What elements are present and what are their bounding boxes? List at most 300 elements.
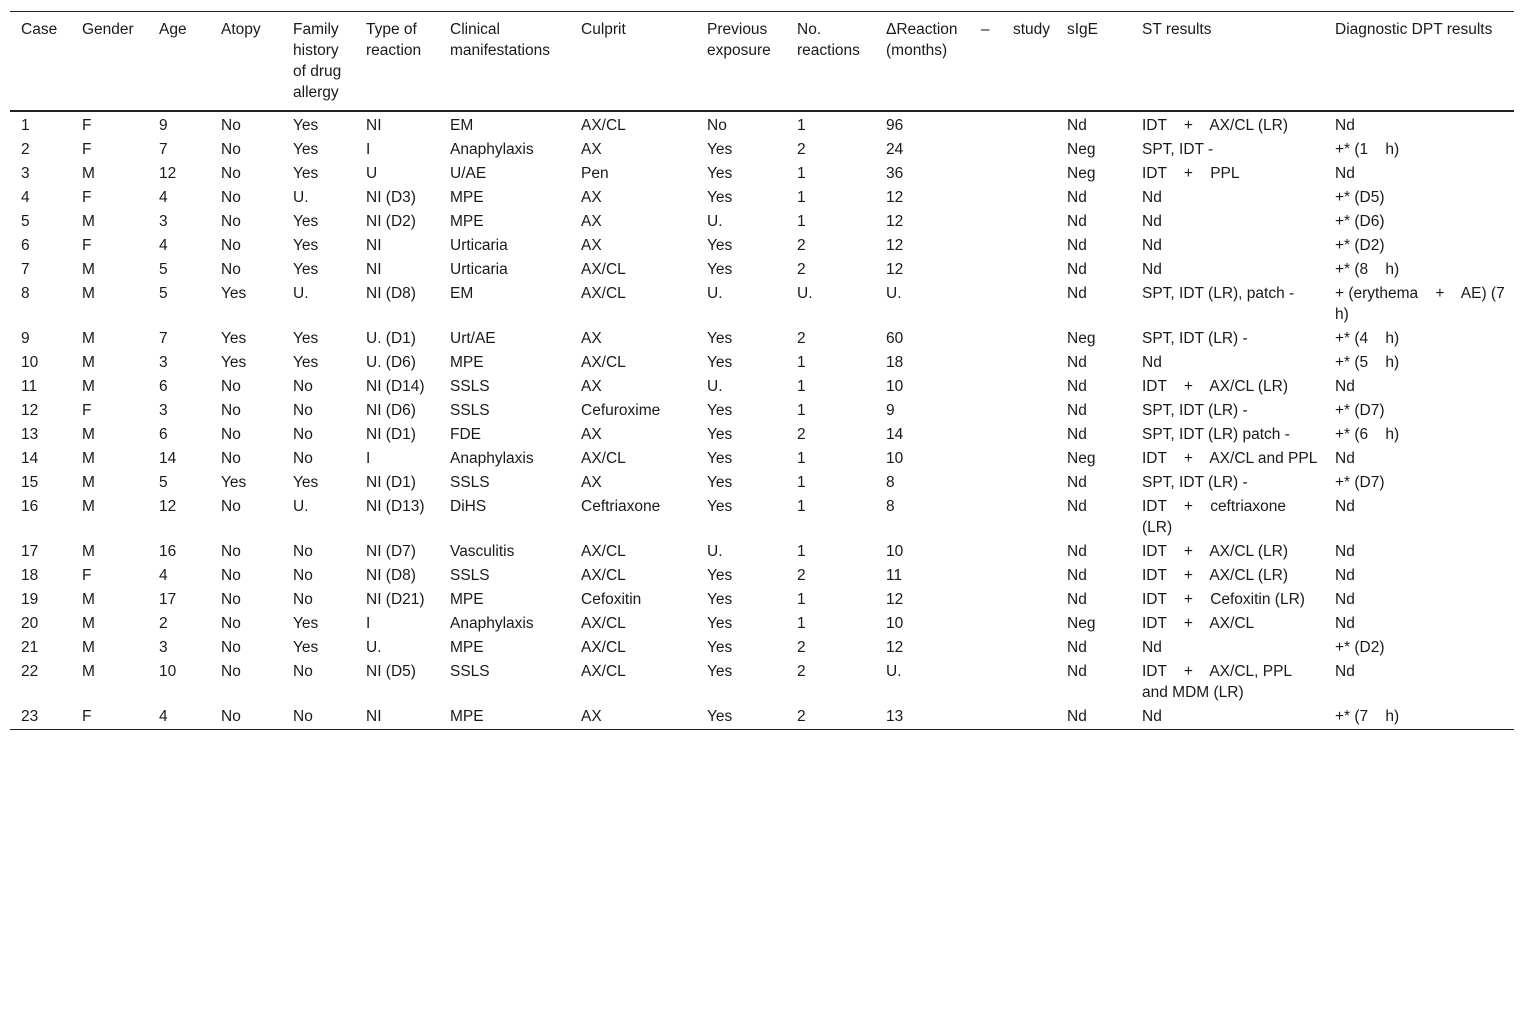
- header-no-reactions: No. reactions: [797, 21, 860, 59]
- cell-no-reactions: 1: [797, 378, 806, 395]
- cell-no-reactions: 2: [797, 141, 806, 158]
- cell-gender: F: [82, 567, 92, 584]
- cell-sige: Nd: [1067, 189, 1087, 206]
- cell-age: 9: [159, 117, 168, 134]
- cell-age: 5: [159, 474, 168, 491]
- cell-culprit: AX/CL: [581, 285, 626, 302]
- cell-clinical-manifestations: MPE: [450, 639, 484, 656]
- cell-reaction-study-interval: 13: [886, 708, 904, 725]
- cell-atopy: No: [221, 708, 241, 725]
- cell-family-history: Yes: [293, 165, 319, 182]
- cell-previous-exposure: Yes: [707, 591, 733, 608]
- cell-age: 17: [159, 591, 177, 608]
- cell-atopy: No: [221, 426, 241, 443]
- cell-type-of-reaction: NI (D1): [366, 426, 416, 443]
- cell-culprit: AX/CL: [581, 615, 626, 632]
- cell-st-results: IDT + ceftriaxone (LR): [1142, 498, 1291, 536]
- cell-family-history: Yes: [293, 354, 319, 371]
- cell-no-reactions: 1: [797, 189, 806, 206]
- cell-type-of-reaction: NI (D2): [366, 213, 416, 230]
- cell-st-results: IDT + AX/CL, PPL and MDM (LR): [1142, 663, 1296, 701]
- cell-dpt-results: +* (7 h): [1335, 708, 1400, 725]
- cell-atopy: No: [221, 237, 241, 254]
- table-row: [10, 540, 1514, 564]
- table-body: [10, 111, 1522, 730]
- cell-dpt-results: +* (D7): [1335, 474, 1385, 491]
- table-row: [10, 471, 1514, 495]
- table-row: [10, 660, 1514, 705]
- cell-no-reactions: 1: [797, 402, 806, 419]
- cell-clinical-manifestations: SSLS: [450, 402, 490, 419]
- cell-gender: M: [82, 426, 95, 443]
- cell-gender: M: [82, 213, 95, 230]
- cell-previous-exposure: Yes: [707, 474, 733, 491]
- cell-type-of-reaction: U.: [366, 639, 382, 656]
- cell-atopy: No: [221, 261, 241, 278]
- cell-gender: M: [82, 498, 95, 515]
- cell-sige: Nd: [1067, 567, 1087, 584]
- table-row: [10, 327, 1514, 351]
- cell-type-of-reaction: NI (D5): [366, 663, 416, 680]
- cell-dpt-results: +* (8 h): [1335, 261, 1400, 278]
- cell-case: 16: [21, 498, 39, 515]
- header-previous-exposure: Previous exposure: [707, 21, 771, 59]
- cell-age: 3: [159, 213, 168, 230]
- cell-sige: Neg: [1067, 165, 1096, 182]
- cell-dpt-results: Nd: [1335, 165, 1355, 182]
- cell-family-history: Yes: [293, 141, 319, 158]
- cell-clinical-manifestations: MPE: [450, 189, 484, 206]
- table-row: [10, 423, 1514, 447]
- cell-culprit: AX/CL: [581, 261, 626, 278]
- cell-st-results: Nd: [1142, 237, 1162, 254]
- cell-no-reactions: 1: [797, 498, 806, 515]
- cell-clinical-manifestations: MPE: [450, 213, 484, 230]
- cell-atopy: No: [221, 663, 241, 680]
- cell-sige: Neg: [1067, 615, 1096, 632]
- cell-family-history: No: [293, 708, 313, 725]
- cell-case: 17: [21, 543, 39, 560]
- cell-family-history: No: [293, 663, 313, 680]
- cell-culprit: AX: [581, 237, 602, 254]
- cell-atopy: No: [221, 543, 241, 560]
- cell-dpt-results: Nd: [1335, 663, 1355, 680]
- cell-clinical-manifestations: Urt/AE: [450, 330, 496, 347]
- cell-dpt-results: Nd: [1335, 591, 1355, 608]
- cell-sige: Nd: [1067, 237, 1087, 254]
- table-row: [10, 234, 1514, 258]
- cell-reaction-study-interval: U.: [886, 285, 902, 302]
- header-age: Age: [159, 21, 187, 38]
- cell-atopy: No: [221, 498, 241, 515]
- cell-st-results: Nd: [1142, 189, 1162, 206]
- header-gender: Gender: [82, 21, 134, 38]
- cell-sige: Nd: [1067, 354, 1087, 371]
- cell-type-of-reaction: I: [366, 141, 371, 158]
- cell-culprit: Cefoxitin: [581, 591, 642, 608]
- table-row: [10, 162, 1514, 186]
- cell-previous-exposure: Yes: [707, 663, 733, 680]
- cell-age: 12: [159, 165, 177, 182]
- cell-previous-exposure: Yes: [707, 141, 733, 158]
- cell-case: 15: [21, 474, 39, 491]
- cell-type-of-reaction: NI (D14): [366, 378, 425, 395]
- cell-clinical-manifestations: SSLS: [450, 567, 490, 584]
- cell-clinical-manifestations: MPE: [450, 708, 484, 725]
- cell-no-reactions: 2: [797, 330, 806, 347]
- cell-clinical-manifestations: MPE: [450, 354, 484, 371]
- cell-st-results: Nd: [1142, 708, 1162, 725]
- cell-clinical-manifestations: Urticaria: [450, 237, 508, 254]
- cell-st-results: Nd: [1142, 261, 1162, 278]
- cell-culprit: AX/CL: [581, 639, 626, 656]
- cell-case: 21: [21, 639, 39, 656]
- cell-no-reactions: 1: [797, 543, 806, 560]
- cell-st-results: IDT + AX/CL: [1142, 615, 1255, 632]
- cell-st-results: IDT + AX/CL (LR): [1142, 543, 1289, 560]
- cell-st-results: SPT, IDT (LR) patch -: [1142, 426, 1290, 443]
- cell-reaction-study-interval: 96: [886, 117, 904, 134]
- table-row: [10, 138, 1514, 162]
- cell-family-history: Yes: [293, 237, 319, 254]
- cell-st-results: IDT + PPL: [1142, 165, 1240, 182]
- cell-case: 13: [21, 426, 39, 443]
- cell-atopy: No: [221, 639, 241, 656]
- table-row: [10, 399, 1514, 423]
- cell-clinical-manifestations: Anaphylaxis: [450, 615, 534, 632]
- cell-dpt-results: +* (6 h): [1335, 426, 1400, 443]
- cell-atopy: No: [221, 615, 241, 632]
- cell-culprit: AX: [581, 189, 602, 206]
- cell-atopy: No: [221, 591, 241, 608]
- cell-family-history: Yes: [293, 117, 319, 134]
- cell-family-history: Yes: [293, 213, 319, 230]
- cell-previous-exposure: Yes: [707, 354, 733, 371]
- cell-previous-exposure: Yes: [707, 237, 733, 254]
- header-reaction-label: ΔReaction: [886, 21, 958, 38]
- cell-no-reactions: 2: [797, 567, 806, 584]
- cell-dpt-results: Nd: [1335, 378, 1355, 395]
- cell-reaction-study-interval: 10: [886, 615, 904, 632]
- cell-reaction-study-interval: 8: [886, 474, 895, 491]
- cell-no-reactions: 1: [797, 354, 806, 371]
- cell-no-reactions: 1: [797, 615, 806, 632]
- cell-family-history: U.: [293, 285, 309, 302]
- cell-gender: F: [82, 402, 92, 419]
- cell-reaction-study-interval: 10: [886, 543, 904, 560]
- table-row: [10, 111, 1514, 138]
- cell-case: 4: [21, 189, 30, 206]
- cell-case: 20: [21, 615, 39, 632]
- cell-no-reactions: U.: [797, 285, 813, 302]
- cell-no-reactions: 1: [797, 591, 806, 608]
- table-row: [10, 612, 1514, 636]
- header-sige: sIgE: [1067, 21, 1099, 38]
- cell-type-of-reaction: U: [366, 165, 378, 182]
- cell-dpt-results: Nd: [1335, 450, 1355, 467]
- cell-culprit: AX/CL: [581, 117, 626, 134]
- cell-sige: Nd: [1067, 474, 1087, 491]
- header-reaction-dash: –: [980, 21, 990, 38]
- cell-dpt-results: +* (4 h): [1335, 330, 1400, 347]
- cell-previous-exposure: Yes: [707, 189, 733, 206]
- cell-sige: Nd: [1067, 543, 1087, 560]
- cell-atopy: No: [221, 378, 241, 395]
- cell-sige: Nd: [1067, 708, 1087, 725]
- cell-age: 12: [159, 498, 177, 515]
- cell-family-history: No: [293, 402, 313, 419]
- cell-reaction-study-interval: 12: [886, 261, 904, 278]
- cell-atopy: Yes: [221, 330, 247, 347]
- header-row: [10, 12, 1514, 112]
- table-row: [10, 495, 1514, 540]
- cell-sige: Neg: [1067, 450, 1096, 467]
- cell-gender: M: [82, 615, 95, 632]
- cell-clinical-manifestations: U/AE: [450, 165, 487, 182]
- cell-gender: F: [82, 189, 92, 206]
- cell-no-reactions: 2: [797, 708, 806, 725]
- header-reaction-study: study: [1012, 21, 1050, 38]
- cell-case: 5: [21, 213, 30, 230]
- cell-case: 14: [21, 450, 39, 467]
- cell-case: 11: [21, 378, 38, 395]
- cell-age: 14: [159, 450, 177, 467]
- cell-family-history: No: [293, 567, 313, 584]
- cell-case: 2: [21, 141, 30, 158]
- cell-family-history: Yes: [293, 639, 319, 656]
- cell-culprit: AX: [581, 708, 602, 725]
- cell-age: 4: [159, 237, 168, 254]
- cell-st-results: SPT, IDT (LR), patch -: [1142, 285, 1295, 302]
- cell-age: 4: [159, 708, 168, 725]
- cell-family-history: Yes: [293, 474, 319, 491]
- cell-st-results: SPT, IDT -: [1142, 141, 1214, 158]
- cell-culprit: AX: [581, 378, 602, 395]
- cell-type-of-reaction: NI: [366, 261, 382, 278]
- cell-type-of-reaction: NI (D21): [366, 591, 425, 608]
- cell-culprit: AX: [581, 330, 602, 347]
- table-row: [10, 564, 1514, 588]
- cell-culprit: AX/CL: [581, 450, 626, 467]
- cell-culprit: AX/CL: [581, 567, 626, 584]
- cell-family-history: No: [293, 450, 313, 467]
- cell-age: 2: [159, 615, 168, 632]
- cell-type-of-reaction: NI (D13): [366, 498, 425, 515]
- header-type-of-reaction: Type of reaction: [366, 21, 422, 59]
- cell-age: 5: [159, 261, 168, 278]
- cell-sige: Nd: [1067, 426, 1087, 443]
- table-row: [10, 258, 1514, 282]
- cell-atopy: No: [221, 567, 241, 584]
- cell-reaction-study-interval: 8: [886, 498, 895, 515]
- cell-age: 7: [159, 330, 168, 347]
- cell-atopy: No: [221, 402, 241, 419]
- cell-family-history: Yes: [293, 330, 319, 347]
- cell-type-of-reaction: NI: [366, 708, 382, 725]
- table-row: [10, 447, 1514, 471]
- drug-allergy-cases-table: [10, 11, 1522, 730]
- cell-reaction-study-interval: 24: [886, 141, 904, 158]
- cell-clinical-manifestations: Urticaria: [450, 261, 508, 278]
- cell-st-results: IDT + AX/CL (LR): [1142, 378, 1289, 395]
- cell-reaction-study-interval: 12: [886, 213, 904, 230]
- cell-dpt-results: Nd: [1335, 498, 1355, 515]
- cell-gender: M: [82, 261, 95, 278]
- cell-family-history: Yes: [293, 261, 319, 278]
- cell-previous-exposure: Yes: [707, 402, 733, 419]
- table-row: [10, 636, 1514, 660]
- cell-no-reactions: 2: [797, 639, 806, 656]
- cell-reaction-study-interval: 11: [886, 567, 903, 584]
- header-dpt-results: Diagnostic DPT results: [1335, 21, 1493, 38]
- cell-st-results: IDT + AX/CL (LR): [1142, 567, 1289, 584]
- table-row: [10, 186, 1514, 210]
- cell-dpt-results: Nd: [1335, 567, 1355, 584]
- cell-previous-exposure: Yes: [707, 261, 733, 278]
- cell-family-history: U.: [293, 498, 309, 515]
- cell-age: 10: [159, 663, 177, 680]
- cell-sige: Nd: [1067, 261, 1087, 278]
- cell-culprit: AX: [581, 213, 602, 230]
- cell-case: 22: [21, 663, 39, 680]
- cell-dpt-results: Nd: [1335, 117, 1355, 134]
- cell-no-reactions: 2: [797, 663, 806, 680]
- cell-family-history: No: [293, 543, 313, 560]
- cell-no-reactions: 1: [797, 474, 806, 491]
- cell-case: 1: [21, 117, 30, 134]
- cell-no-reactions: 1: [797, 117, 806, 134]
- cell-previous-exposure: Yes: [707, 567, 733, 584]
- cell-reaction-study-interval: 14: [886, 426, 904, 443]
- cell-previous-exposure: Yes: [707, 330, 733, 347]
- cell-previous-exposure: U.: [707, 378, 723, 395]
- cell-sige: Nd: [1067, 285, 1087, 302]
- cell-clinical-manifestations: MPE: [450, 591, 484, 608]
- cell-reaction-study-interval: 9: [886, 402, 895, 419]
- cell-no-reactions: 1: [797, 450, 806, 467]
- cell-dpt-results: +* (D6): [1335, 213, 1385, 230]
- cell-previous-exposure: Yes: [707, 450, 733, 467]
- cell-type-of-reaction: U. (D6): [366, 354, 416, 371]
- cell-reaction-study-interval: 60: [886, 330, 904, 347]
- cell-no-reactions: 2: [797, 237, 806, 254]
- table-header: [10, 12, 1514, 112]
- cell-st-results: IDT + Cefoxitin (LR): [1142, 591, 1305, 608]
- cell-sige: Neg: [1067, 141, 1096, 158]
- cell-gender: M: [82, 591, 95, 608]
- cell-age: 6: [159, 378, 168, 395]
- cell-case: 19: [21, 591, 39, 608]
- cell-gender: M: [82, 639, 95, 656]
- header-reaction-units: (months): [886, 42, 948, 59]
- cell-type-of-reaction: NI (D1): [366, 474, 416, 491]
- header-reaction-study-interval: [875, 12, 1056, 112]
- cell-previous-exposure: U.: [707, 543, 723, 560]
- cell-atopy: Yes: [221, 285, 247, 302]
- cell-reaction-study-interval: 10: [886, 450, 904, 467]
- cell-gender: M: [82, 330, 95, 347]
- cell-previous-exposure: Yes: [707, 165, 733, 182]
- table-row: [10, 210, 1514, 234]
- cell-culprit: Ceftriaxone: [581, 498, 661, 515]
- cell-dpt-results: Nd: [1335, 615, 1355, 632]
- cell-type-of-reaction: NI (D8): [366, 285, 416, 302]
- cell-case: 23: [21, 708, 39, 725]
- table-row: [10, 375, 1514, 399]
- cell-type-of-reaction: NI (D6): [366, 402, 416, 419]
- cell-gender: F: [82, 117, 92, 134]
- cell-reaction-study-interval: 12: [886, 639, 904, 656]
- cell-dpt-results: +* (D5): [1335, 189, 1385, 206]
- cell-family-history: No: [293, 426, 313, 443]
- cell-st-results: SPT, IDT (LR) -: [1142, 330, 1248, 347]
- cell-clinical-manifestations: Vasculitis: [450, 543, 515, 560]
- cell-type-of-reaction: NI (D7): [366, 543, 416, 560]
- cell-clinical-manifestations: EM: [450, 285, 474, 302]
- cell-dpt-results: +* (D2): [1335, 639, 1385, 656]
- cell-gender: M: [82, 663, 95, 680]
- table-row: [10, 705, 1514, 730]
- cell-culprit: AX/CL: [581, 663, 626, 680]
- header-atopy: Atopy: [221, 21, 261, 38]
- header-clinical-manifestations: Clinical manifestations: [450, 21, 550, 59]
- cell-previous-exposure: U.: [707, 285, 723, 302]
- cell-st-results: IDT + AX/CL and PPL: [1142, 450, 1318, 467]
- cell-no-reactions: 2: [797, 426, 806, 443]
- cell-dpt-results: +* (D2): [1335, 237, 1385, 254]
- cell-st-results: IDT + AX/CL (LR): [1142, 117, 1289, 134]
- cell-dpt-results: Nd: [1335, 543, 1355, 560]
- cell-reaction-study-interval: 12: [886, 237, 904, 254]
- cell-age: 3: [159, 354, 168, 371]
- cell-clinical-manifestations: FDE: [450, 426, 481, 443]
- cell-st-results: Nd: [1142, 639, 1162, 656]
- cell-sige: Nd: [1067, 402, 1087, 419]
- cell-reaction-study-interval: 10: [886, 378, 904, 395]
- cell-clinical-manifestations: Anaphylaxis: [450, 141, 534, 158]
- cell-age: 16: [159, 543, 177, 560]
- cell-clinical-manifestations: SSLS: [450, 663, 490, 680]
- cell-type-of-reaction: NI (D8): [366, 567, 416, 584]
- cell-atopy: Yes: [221, 474, 247, 491]
- cell-reaction-study-interval: 18: [886, 354, 904, 371]
- cell-culprit: AX: [581, 426, 602, 443]
- cell-sige: Nd: [1067, 117, 1087, 134]
- cell-age: 6: [159, 426, 168, 443]
- cell-case: 8: [21, 285, 30, 302]
- cell-family-history: No: [293, 591, 313, 608]
- cell-no-reactions: 1: [797, 213, 806, 230]
- cell-family-history: No: [293, 378, 313, 395]
- cell-no-reactions: 2: [797, 261, 806, 278]
- cell-case: 7: [21, 261, 30, 278]
- cell-sige: Nd: [1067, 591, 1087, 608]
- cell-case: 18: [21, 567, 39, 584]
- cell-gender: F: [82, 237, 92, 254]
- table-row: [10, 351, 1514, 375]
- cell-reaction-study-interval: 36: [886, 165, 904, 182]
- cell-gender: F: [82, 141, 92, 158]
- cell-dpt-results: +* (D7): [1335, 402, 1385, 419]
- cell-case: 12: [21, 402, 39, 419]
- cell-atopy: No: [221, 165, 241, 182]
- cell-previous-exposure: Yes: [707, 426, 733, 443]
- cell-sige: Nd: [1067, 639, 1087, 656]
- cell-family-history: Yes: [293, 615, 319, 632]
- cell-no-reactions: 1: [797, 165, 806, 182]
- cell-atopy: No: [221, 117, 241, 134]
- cell-sige: Nd: [1067, 213, 1087, 230]
